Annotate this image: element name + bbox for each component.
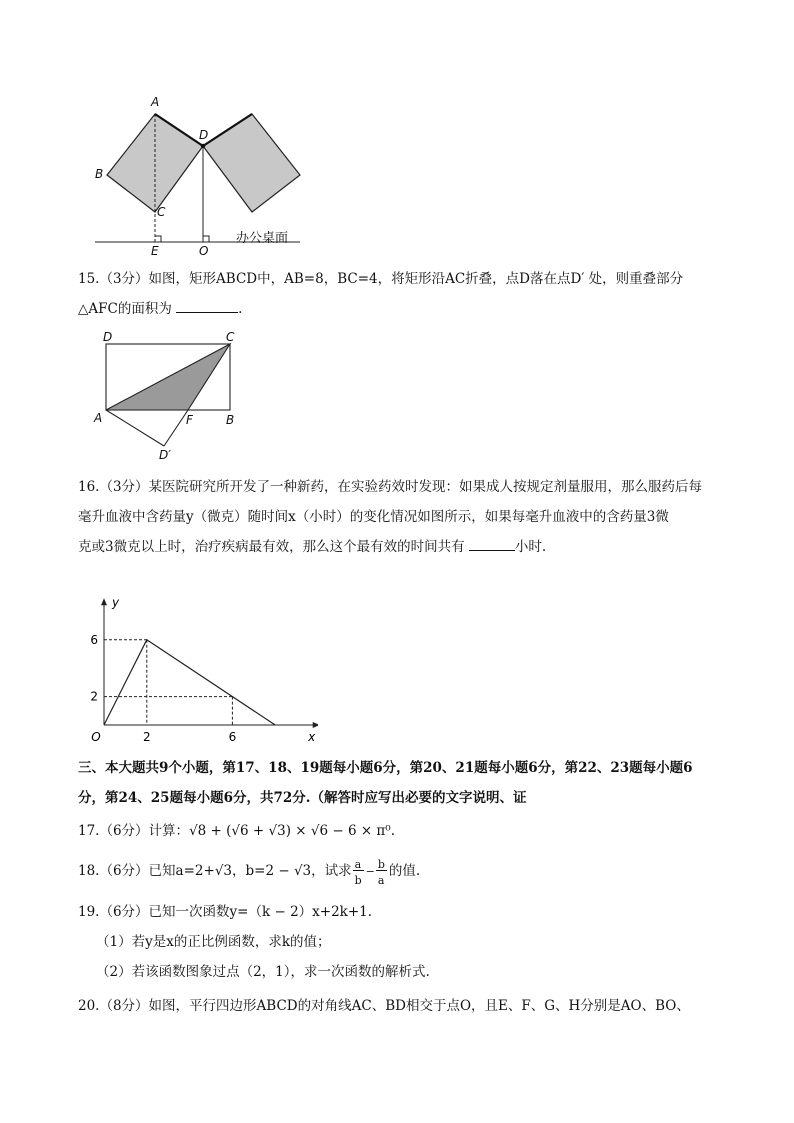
fig14-label-b: B [95,167,104,181]
q15-line2-text: △AFC的面积为 [78,301,177,317]
q16-line2: 毫升血液中含药量y（微克）随时间x（小时）的变化情况如图所示，如果每毫升血液中的含药量3微 [78,509,669,525]
q16-line1: 16.（3分）某医院研究所开发了一种新药，在实验药效时发现：如果成人按规定剂量服用，那么服药后每 [78,479,703,495]
fig15-overlap-triangle [106,344,230,410]
fig15-ad-prime [106,410,164,446]
fig14-label-o: O [199,244,209,258]
q19-line1: 19.（6分）已知一次函数y=（k − 2）x+2k+1. [78,904,373,920]
fig15-label-a: A [94,411,103,425]
fig14-label-e: E [151,244,159,258]
section3-line2: 分，第24、25题每小题6分，共72分.（解答时应写出必要的文字说明、证 [78,790,527,806]
y-axis-label: y [112,595,120,610]
x-tick-label-6: 6 [228,730,237,744]
q18-tail: 的值. [388,863,421,879]
fig14-label-d: D [199,128,209,142]
y-tick-label-6: 6 [90,632,98,647]
fig15-label-d: D [103,330,113,344]
fig15-label-f: F [186,413,193,427]
q15-line2-period: . [238,301,243,317]
q16-line3-tail: 小时. [514,539,547,555]
q18-frac2-den: a [377,874,385,887]
q17-expression: √8 + (√6 + √3) × √6 − 6 × π⁰ [189,823,391,839]
q18-frac1 [352,858,366,887]
q18-frac1-den: b [354,874,362,887]
x-axis-arrow [313,722,318,728]
q18-frac1-bar [353,870,364,871]
q18-frac2-bar [376,870,387,871]
q16-line3-text: 克或3微克以上时，治疗疾病最有效，那么这个最有效的时间共有 [78,539,469,555]
x-tick-label-2: 2 [142,730,151,744]
q20-line1: 20.（8分）如图，平行四边形ABCD的对角线AC、BD相交于点O，且E、F、G、H分别是AO、BO、 [78,998,690,1014]
fig14-right-square [203,114,300,212]
q16-chart [88,565,318,750]
y-tick-label-2: 2 [90,689,98,704]
fig14-right-angle-o [203,236,209,242]
q15-line1: 15.（3分）如图，矩形ABCD中，AB=8，BC=4，将矩形沿AC折叠，点D落在点D′ 处，则重叠部分 [78,271,684,287]
fig15-label-d-prime: D′ [159,448,171,462]
fig14-right-angle-e [155,236,161,242]
fig15-d-prime-c [164,410,188,446]
q16-answer-blank[interactable] [469,538,515,551]
q18-label: 18.（6分）已知a=2+√3，b=2 − √3，试求 [78,863,352,879]
fig14-left-square [107,114,203,212]
q17-line [78,822,395,840]
q17-label: 17.（6分）计算： [78,823,190,839]
q19-sub1: （1）若y是x的正比例函数，求k的值； [96,934,331,950]
q19-sub2: （2）若该函数图象过点（2，1），求一次函数的解析式. [96,964,430,980]
q15-line2 [78,300,242,318]
fig15-label-b: B [226,413,235,427]
q18-frac2 [375,858,389,887]
fig14-point-d [201,144,205,148]
q18-frac2-num: b [377,858,385,871]
q15-answer-blank[interactable] [176,300,238,313]
origin-label: O [91,730,101,744]
q18-line [78,858,421,887]
y-axis-arrow [101,598,107,605]
q18-frac1-num: a [354,858,362,871]
fig15-label-c: C [226,330,235,344]
drug-concentration-line [104,640,275,725]
x-axis-label: x [308,730,316,744]
fig14-label-c: C [157,205,166,219]
fig15-diagram [100,336,240,456]
section3-line1: 三、本大题共9个小题，第17、18、19题每小题6分，第20、21题每小题6分，第22、23题每小题6 [78,760,693,776]
q18-minus: − [365,865,375,878]
fig14-desk-label: 办公桌面 [236,231,289,246]
q17-period: . [390,823,396,839]
fig14-label-a: A [151,95,160,109]
q16-line3 [78,538,546,556]
